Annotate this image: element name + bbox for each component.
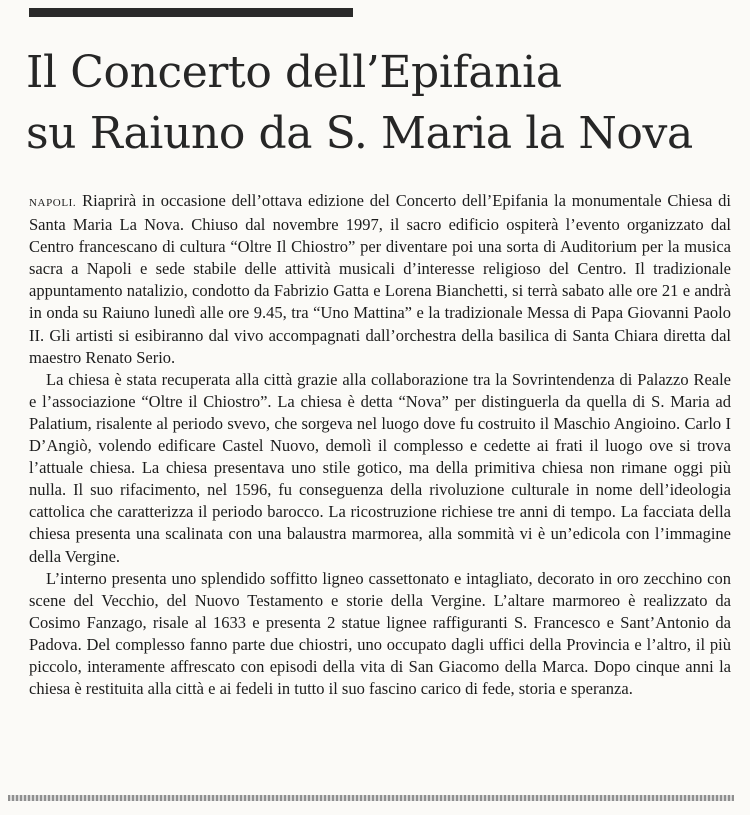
headline-line-1: Il Concerto dell’Epifania — [26, 47, 562, 98]
article-paragraph-1 — [29, 190, 731, 369]
article-paragraph-3: L’interno presenta uno splendido soffitto ligneo cassettonato e intagliato, decorato in oro zecchino con scene del Vecchio, del Nuovo Testamento e storie della Vergine. L’altare marmoreo è realizzato da Cosimo Fanzago, risale al 1633 e presenta 2 statue lignee raffiguranti S. Francesco e Sant’Antonio da Padova. Del complesso fanno parte due chiostri, uno occupato dagli uffici della Provincia e l’altro, il più piccolo, interamente affrescato con episodi della vita di San Giacomo della Marca. Dopo cinque anni la chiesa è restituita alla città e ai fedeli in tutto il suo fascino carico di fede, storia e speranza. — [29, 568, 731, 699]
article-paragraph-2: La chiesa è stata recuperata alla città grazie alla collaborazione tra la Sovrintendenza di Palazzo Reale e l’associazione “Oltre il Chiostro”. La chiesa è detta “Nova” per distinguerla da quella di S. Maria ad Palatium, risalente al periodo svevo, che sorgeva nel luogo dove fu costruito il Maschio Angioino. Carlo I D’Angiò, volendo edificare Castel Nuovo, demolì il complesso e cedette ai frati il luogo ove si trova l’attuale chiesa. La chiesa presentava uno stile gotico, ma della primitiva chiesa non rimane oggi più nulla. Il suo rifacimento, nel 1596, fu conseguenza della rivoluzione culturale in nome dell’ideologia cattolica che caratterizza il periodo barocco. La ricostruzione richiese tre anni di tempo. La facciata della chiesa presenta una scalinata con una balaustra marmorea, alla sommità vi è un’edicola con l’immagine della Vergine. — [29, 369, 731, 566]
bottom-rule — [8, 795, 734, 801]
top-rule — [29, 8, 353, 17]
article-body — [29, 190, 731, 700]
dateline: NAPOLI. — [29, 197, 77, 209]
paragraph-1-text: Riaprirà in occasione dell’ottava edizione del Concerto dell’Epifania la monumentale Chiesa di Santa Maria La Nova. Chiuso dal novembre 1997, il sacro edificio ospiterà l’evento organizzato dal Centro francescano di cultura “Oltre Il Chiostro” per diventare poi una sorta di Auditorium per la musica sacra a Napoli e sede stabile delle attività musicali d’interesse religioso del Centro. Il tradizionale appuntamento natalizio, condotto da Fabrizio Gatta e Lorena Bianchetti, si terrà sabato alle ore 21 e andrà in onda su Raiuno lunedì alle ore 9.45, tra “Uno Mattina” e la tradizionale Messa di Papa Giovanni Paolo II. Gli artisti si esibiranno dal vivo accompagnati dall’orchestra della basilica di Santa Chiara diretta dal maestro Renato Serio. — [29, 191, 731, 367]
headline-line-2: su Raiuno da S. Maria la Nova — [26, 108, 693, 159]
headline — [26, 42, 738, 164]
